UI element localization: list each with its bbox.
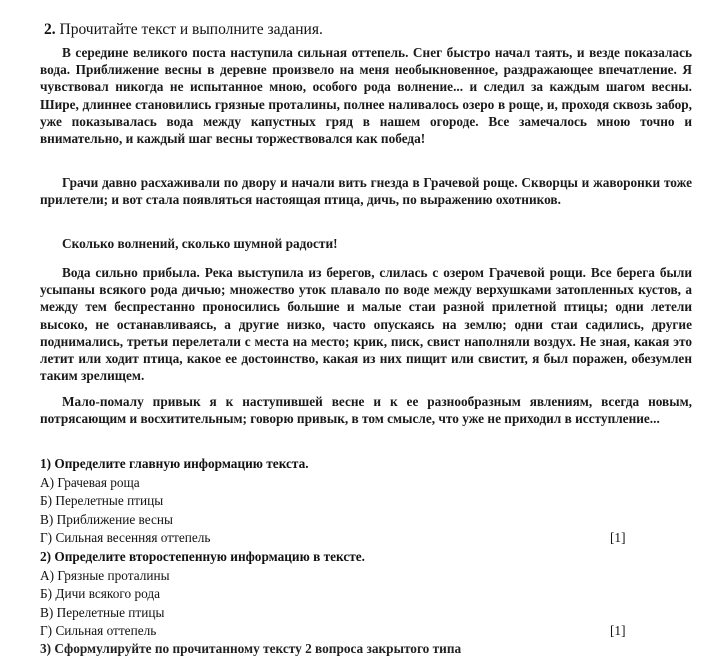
paragraph-5 bbox=[40, 393, 692, 427]
question-1-option-c: В) Приближение весны bbox=[40, 511, 173, 527]
paragraph-3-text: Сколько волнений, сколько шумной радости! bbox=[62, 236, 338, 251]
question-1-score: [1] bbox=[610, 530, 626, 545]
question-2-score: [1] bbox=[610, 623, 626, 638]
question-2-option-c: В) Перелетные птицы bbox=[40, 604, 165, 620]
task-number: 2. bbox=[44, 21, 56, 38]
task-title bbox=[44, 20, 323, 40]
question-2-option-a: А) Грязные проталины bbox=[40, 567, 170, 583]
paragraph-1-text: В середине великого поста наступила сильная оттепель. Снег быстро начал таять, и везде показалась вода. Приближение весны в деревне произвело на меня необыкновенное, раздражающее впечатление. Я чувствовал никогда не испытанное мною, особого рода волнение... и следил за каждым шагом весны. Шире, длиннее становились грязные проталины, полнее наливалось озеро в роще, и, проходя сквозь забор, уже показывалась вода между капустных гряд в нашем огороде. Все замечалось мною точно и внимательно, и каждый шаг весны торжествовался как победа! bbox=[40, 45, 692, 147]
paragraph-2-text: Грачи давно расхаживали по двору и начали вить гнезда в Грачевой роще. Скворцы и жаворонки тоже прилетели; и вот стала появляться настоящая птица, дичь, по выражению охотников. bbox=[40, 175, 692, 208]
question-1-option-d: Г) Сильная весенняя оттепель bbox=[40, 530, 211, 545]
question-2-option-b: Б) Дичи всякого рода bbox=[40, 586, 161, 601]
paragraph-5-text: Мало-помалу привык я к наступившей весне и к ее разнообразным явлениям, всегда новым, потрясающим и восхитительным; говорю привык, в том смысле, что уже не приходил в исступление... bbox=[40, 394, 692, 427]
question-1-heading: 1) Определите главную информацию текста. bbox=[40, 456, 309, 471]
question-1-option-d-row bbox=[40, 529, 692, 548]
question-1-option-b: Б) Перелетные птицы bbox=[40, 493, 164, 508]
paragraph-2 bbox=[40, 174, 692, 208]
question-1-option-a: А) Грачевая роща bbox=[40, 474, 140, 490]
question-3-cutoff: 3) Сформулируйте по прочитанному тексту 2 вопроса закрытого типа bbox=[40, 641, 462, 656]
task-instruction: Прочитайте текст и выполните задания. bbox=[59, 21, 323, 38]
paragraph-4-text: Вода сильно прибыла. Река выступила из берегов, слилась с озером Грачевой рощи. Все берега были усыпаны всякого рода дичью; множество уток плавало по воде между верхушками затопленных кустов, а между тем беспрестанно проносились большие и малые стаи разной прилетной птицы; одни летели высоко, не останавливаясь, а другие низко, часто опускаясь на землю; одни стаи садились, другие поднимались, третьи перелетали с места на место; крик, писк, свист наполняли воздух. Не зная, какая это летит или ходит птица, какое ее достоинство, какая из них пищит или свистит, я был поражен, обезумлен таким зрелищем. bbox=[40, 265, 692, 384]
question-2-option-d: Г) Сильная оттепель bbox=[40, 623, 157, 638]
question-2-heading: 2) Определите второстепенную информацию в тексте. bbox=[40, 549, 366, 564]
question-2-option-d-row bbox=[40, 622, 692, 641]
question-2 bbox=[40, 548, 692, 641]
question-1 bbox=[40, 455, 692, 548]
paragraph-3 bbox=[40, 235, 692, 252]
paragraph-4 bbox=[40, 264, 692, 384]
paragraph-1 bbox=[40, 44, 692, 147]
